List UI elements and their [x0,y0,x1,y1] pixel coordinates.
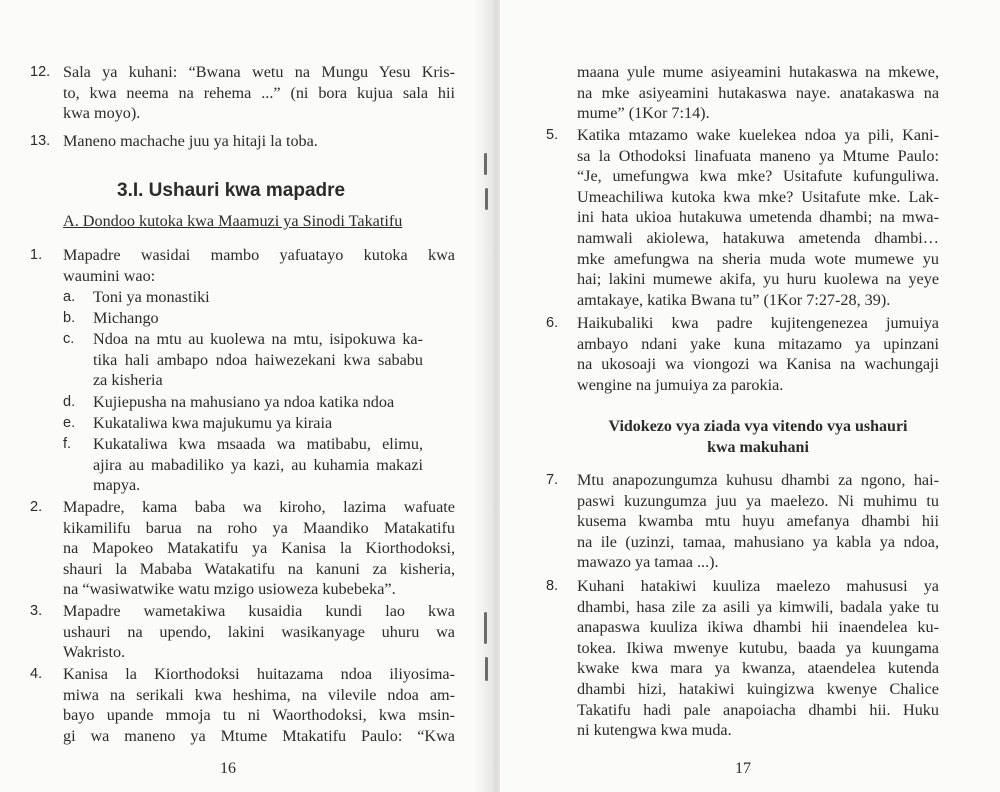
text-line: gi wa maneno ya Mtume Mtakatifu Paulo: “Kwa [63,726,455,745]
item-number: 12. [30,64,51,80]
text-line: Kujiepusha na mahusiano ya ndoa katika ndoa [93,393,395,411]
item-letter: c. [63,331,75,347]
text-line: na ile (uzinzi, tamaa, mahusiano ya kabla ya ndoa, [577,532,939,551]
text-line: Maneno machache juu ya hitaji la toba. [63,132,318,150]
text-line: amtakaye, katika Bwana tu” (1Kor 7:27-28, 39). [577,290,891,309]
item-letter: d. [63,394,76,410]
gutter-mark [484,153,487,175]
text-line: na mke asiyeamini hutakaswa naye. anatakaswa na [577,83,939,102]
text-line: Sala ya kuhani: “Bwana wetu na Mungu Yesu Kris- [63,63,455,81]
page-number-left: 16 [220,760,236,777]
text-line: bayo upande mmoja tu ni Waorthodoksi, kwa msin- [63,706,455,725]
item-number: 13. [30,133,51,149]
text-line: dhambi, hasa zile za asili ya kimwili, badala yake tu [577,597,939,616]
text-line: ni kutengwa kwa muda. [577,721,732,740]
text-line: Umeachiliwa kutoka kwa mke? Usitafute mke. Lak- [577,187,939,206]
text-line: na “wasiwatwike watu mzigo usioweza kubebeka”. [63,580,396,599]
text-line: Kanisa la Kiorthodoksi huitazama ndoa iliyosima- [63,665,455,683]
text-line: kikamilifu barua na roho ya Maandiko Matakatifu [63,518,455,537]
item-number: 8. [546,578,559,594]
text-line: namwali akiolewa, hatakuwa ametenda dhambi… [577,228,939,247]
item-number: 1. [30,247,43,263]
text-line: mume” (1Kor 7:14). [577,104,710,123]
text-line: kwake kwa mara ya kwanza, ataendelea kutenda [577,659,939,678]
text-line: mke amefungwa na sheria muda wote mumewe yu [577,249,939,268]
item-number: 6. [546,315,559,331]
text-line: maana yule mume asiyeamini hutakaswa na mkewe, [577,63,939,81]
text-line: Haikubaliki kwa padre kujitengenezea jumuiya [577,314,939,332]
text-line: na Mapokeo Matakatifu ya Kanisa la Kiorthodoksi, [63,539,455,558]
text-line: na ukosoaji wa viongozi wa Kanisa na wachungaji [577,355,939,374]
text-line: Ndoa na mtu au kuolewa na mtu, isipokuwa ka- [93,330,423,348]
text-line: to, kwa neema na rehema ...” (ni bora kujua sala hii [63,83,455,102]
text-line: mawazo ya tamaa ...). [577,553,719,572]
text-line: Mtu anapozungumza kuhusu dhambi za ngono, hai- [577,471,939,489]
text-line: shauri la Mababa Watakatifu na kanuni za kisheria, [63,559,455,578]
item-number: 2. [30,499,43,515]
text-line: za kisheria [93,371,163,390]
text-line: mapya. [93,476,141,495]
text-line: Katika mtazamo wake kuelekea ndoa ya pili, Kani- [577,126,939,144]
item-number: 7. [546,472,559,488]
text-line: kwa moyo). [63,104,141,123]
subsection-title: A. Dondoo kutoka kwa Maamuzi ya Sinodi Takatifu [63,212,403,230]
text-line: dhambi hizi, hatakiwi kuingizwa kwenye Chalice [577,679,939,698]
item-letter: b. [63,310,76,326]
text-line: waumini wao: [63,266,156,285]
item-number: 5. [546,127,559,143]
text-line: “Je, umefungwa kwa mke? Usitafute kufunguliwa. [577,167,939,186]
section-title: 3.I. Ushauri kwa mapadre [117,180,346,201]
text-line: Michango [93,309,159,327]
text-line: tika hali ambapo ndoa haiwezekani kwa sababu [93,350,423,369]
heading-line: kwa makuhani [707,439,809,456]
practical-tips-heading [577,416,939,458]
page-number-right: 17 [735,760,751,777]
text-line: anapaswa kuuliza ikiwa dhambi hii inaendelea ku- [577,618,939,637]
item-number: 3. [30,603,43,619]
right-page [500,0,1000,792]
text-line: Toni ya monastiki [93,288,210,306]
left-page [0,0,490,792]
item-number: 4. [30,666,43,682]
text-line: hai; lakini mumewe akifa, yu huru kuolewa na yeye [577,270,939,289]
item-letter: e. [63,415,76,431]
item-letter: a. [63,289,76,305]
text-line: sa la Othodoksi linafuata maneno ya Mtume Paulo: [577,146,939,165]
gutter-mark [484,612,487,644]
text-line: ajira au mabadiliko ya kazi, au kuhamia makazi [93,455,423,474]
text-line: wengine na jumuiya za parokia. [577,375,784,394]
text-line: Mapadre, kama baba wa kiroho, lazima wafuate [63,498,455,516]
text-line: Takatifu hadi pale anapoiacha dhambi hii. Huku [577,700,939,719]
text-line: Kukataliwa kwa majukumu ya kiraia [93,414,333,432]
text-line: ushauri na upendo, lakini wasikanyage uhuru wa [63,622,455,641]
text-line: ambayo ndani yake kuna mitazamo ya upinzani [577,334,939,353]
text-line: kusema kwamba mtu huyu amefanya dhambi hii [577,512,939,531]
text-line: Mapadre wasidai mambo yafuatayo kutoka kwa [63,246,455,264]
text-line: ini hata ukioa hutakuwa umetenda dhambi; na mwa- [577,208,939,227]
text-line: tokea. Ikiwa mwenye kutubu, baada ya kuungama [577,638,939,657]
text-line: paswi kuzungumza juu ya maelezo. Ni muhimu tu [577,491,939,510]
text-line: Mapadre wametakiwa kusaidia kundi lao kwa [63,602,455,620]
gutter-mark [485,657,488,681]
gutter-mark [485,188,488,210]
text-line: Kuhani hatakiwi kuuliza maelezo mahususi ya [577,577,939,595]
text-line: Kukataliwa kwa msaada wa matibabu, elimu, [93,435,423,453]
item-letter: f. [63,436,72,452]
heading-line: Vidokezo vya ziada vya vitendo vya ushauri [608,418,908,435]
text-line: Wakristo. [63,643,126,662]
text-line: miwa na serikali kwa heshima, na vilevile ndoa am- [63,685,455,704]
